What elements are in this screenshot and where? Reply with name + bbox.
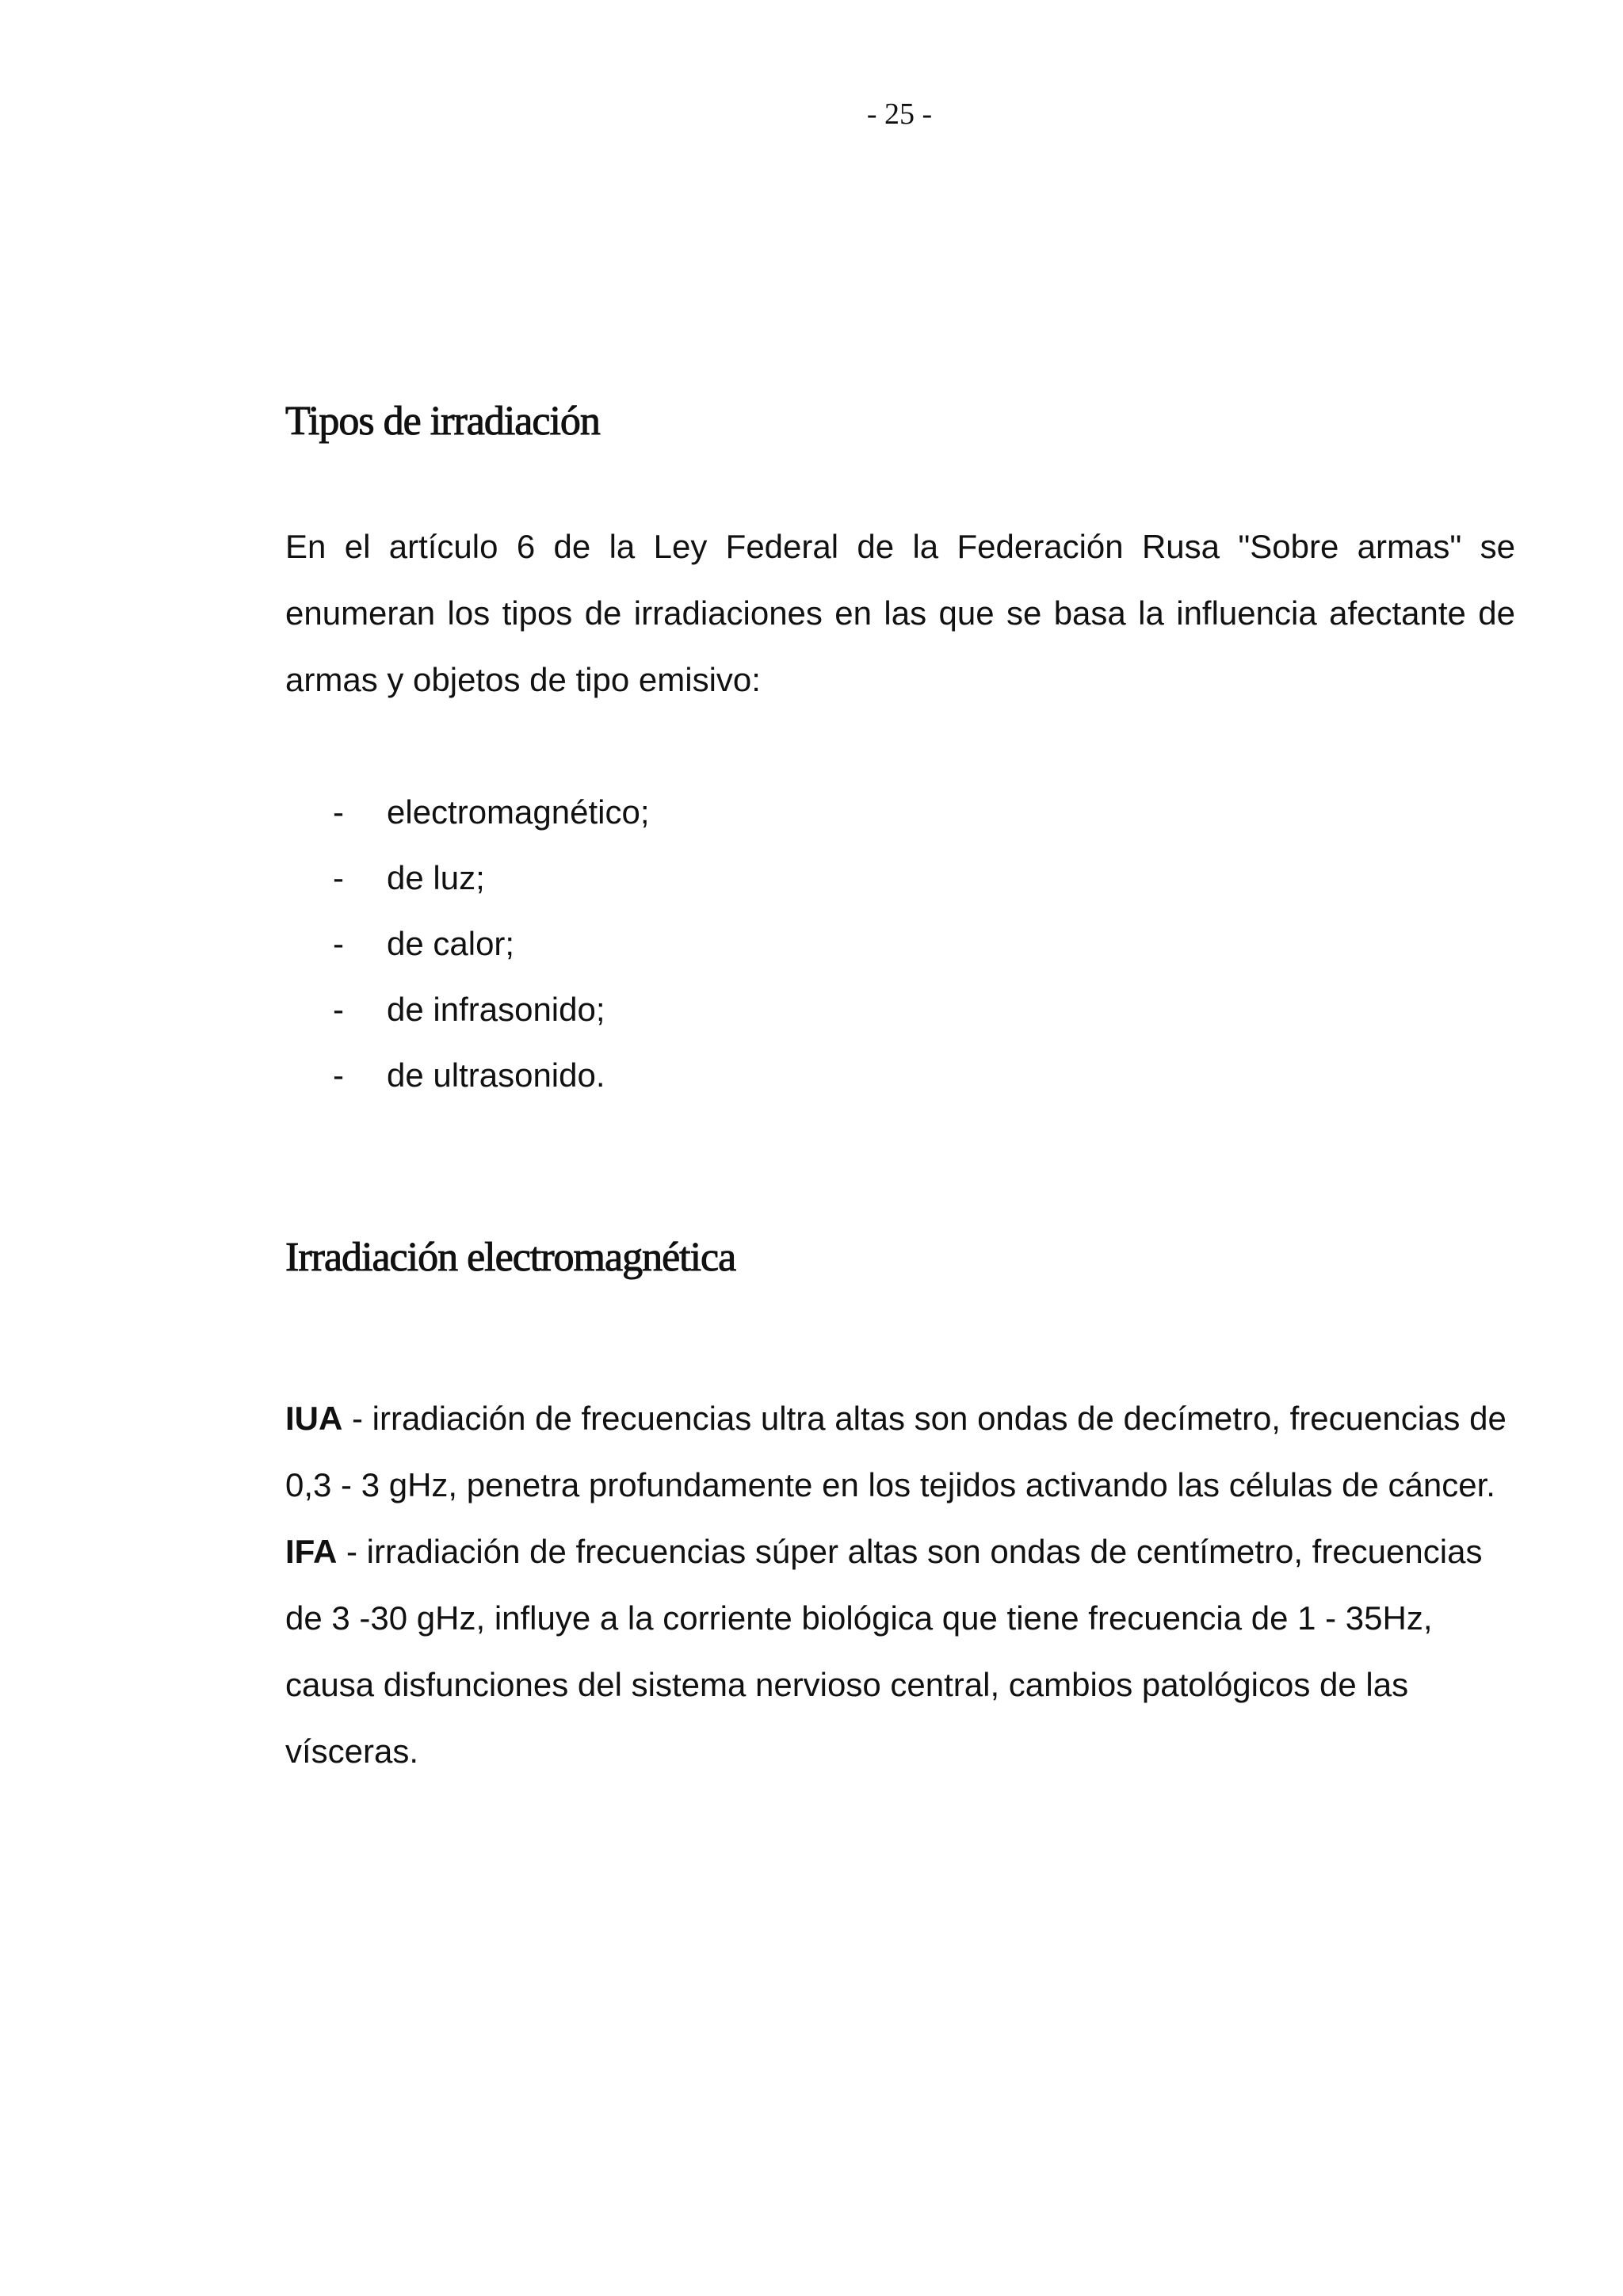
list-bullet: - [333,1056,344,1094]
list-bullet: - [333,859,344,896]
page-number: - 25 - [866,97,933,131]
list-item [333,845,650,911]
ifa-description: - irradiación de frecuencias súper altas son ondas de centímetro, frecuencias de 3 -30 gHz, influye a la corriente biológica que tiene frecuencia de 1 - 35Hz, causa disfunciones del sistema nervioso central, cambios patológicos de las vísceras. [285,1533,1483,1770]
irradiation-types-list [333,779,650,1108]
electromagnetic-paragraph [285,1385,1522,1785]
list-item [333,911,650,976]
list-item-text: de luz; [387,859,485,896]
iua-description: - irradiación de frecuencias ultra altas son ondas de decímetro, frecuencias de 0,3 - 3 gHz, penetra profundamente en los tejidos activando las células de cáncer. [285,1400,1507,1503]
section-heading-electromagnetica: Irradiación electromagnética [285,1235,736,1280]
term-iua: IUA [285,1400,343,1437]
list-item-text: de infrasonido; [387,991,605,1028]
list-bullet: - [333,925,344,962]
list-item [333,1042,650,1108]
list-item [333,779,650,845]
section-heading-tipos: Tipos de irradiación [285,399,600,444]
list-item [333,976,650,1042]
list-bullet: - [333,991,344,1028]
list-bullet: - [333,793,344,831]
list-item-text: de calor; [387,925,515,962]
term-ifa: IFA [285,1533,338,1570]
intro-paragraph: En el artículo 6 de la Ley Federal de la Federación Rusa "Sobre armas" se enumeran los tipos de irradiaciones en las que se basa la influencia afectante de armas y objetos de tipo emisivo: [285,528,1515,698]
list-item-text: de ultrasonido. [387,1056,605,1094]
list-item-text: electromagnético; [387,793,650,831]
